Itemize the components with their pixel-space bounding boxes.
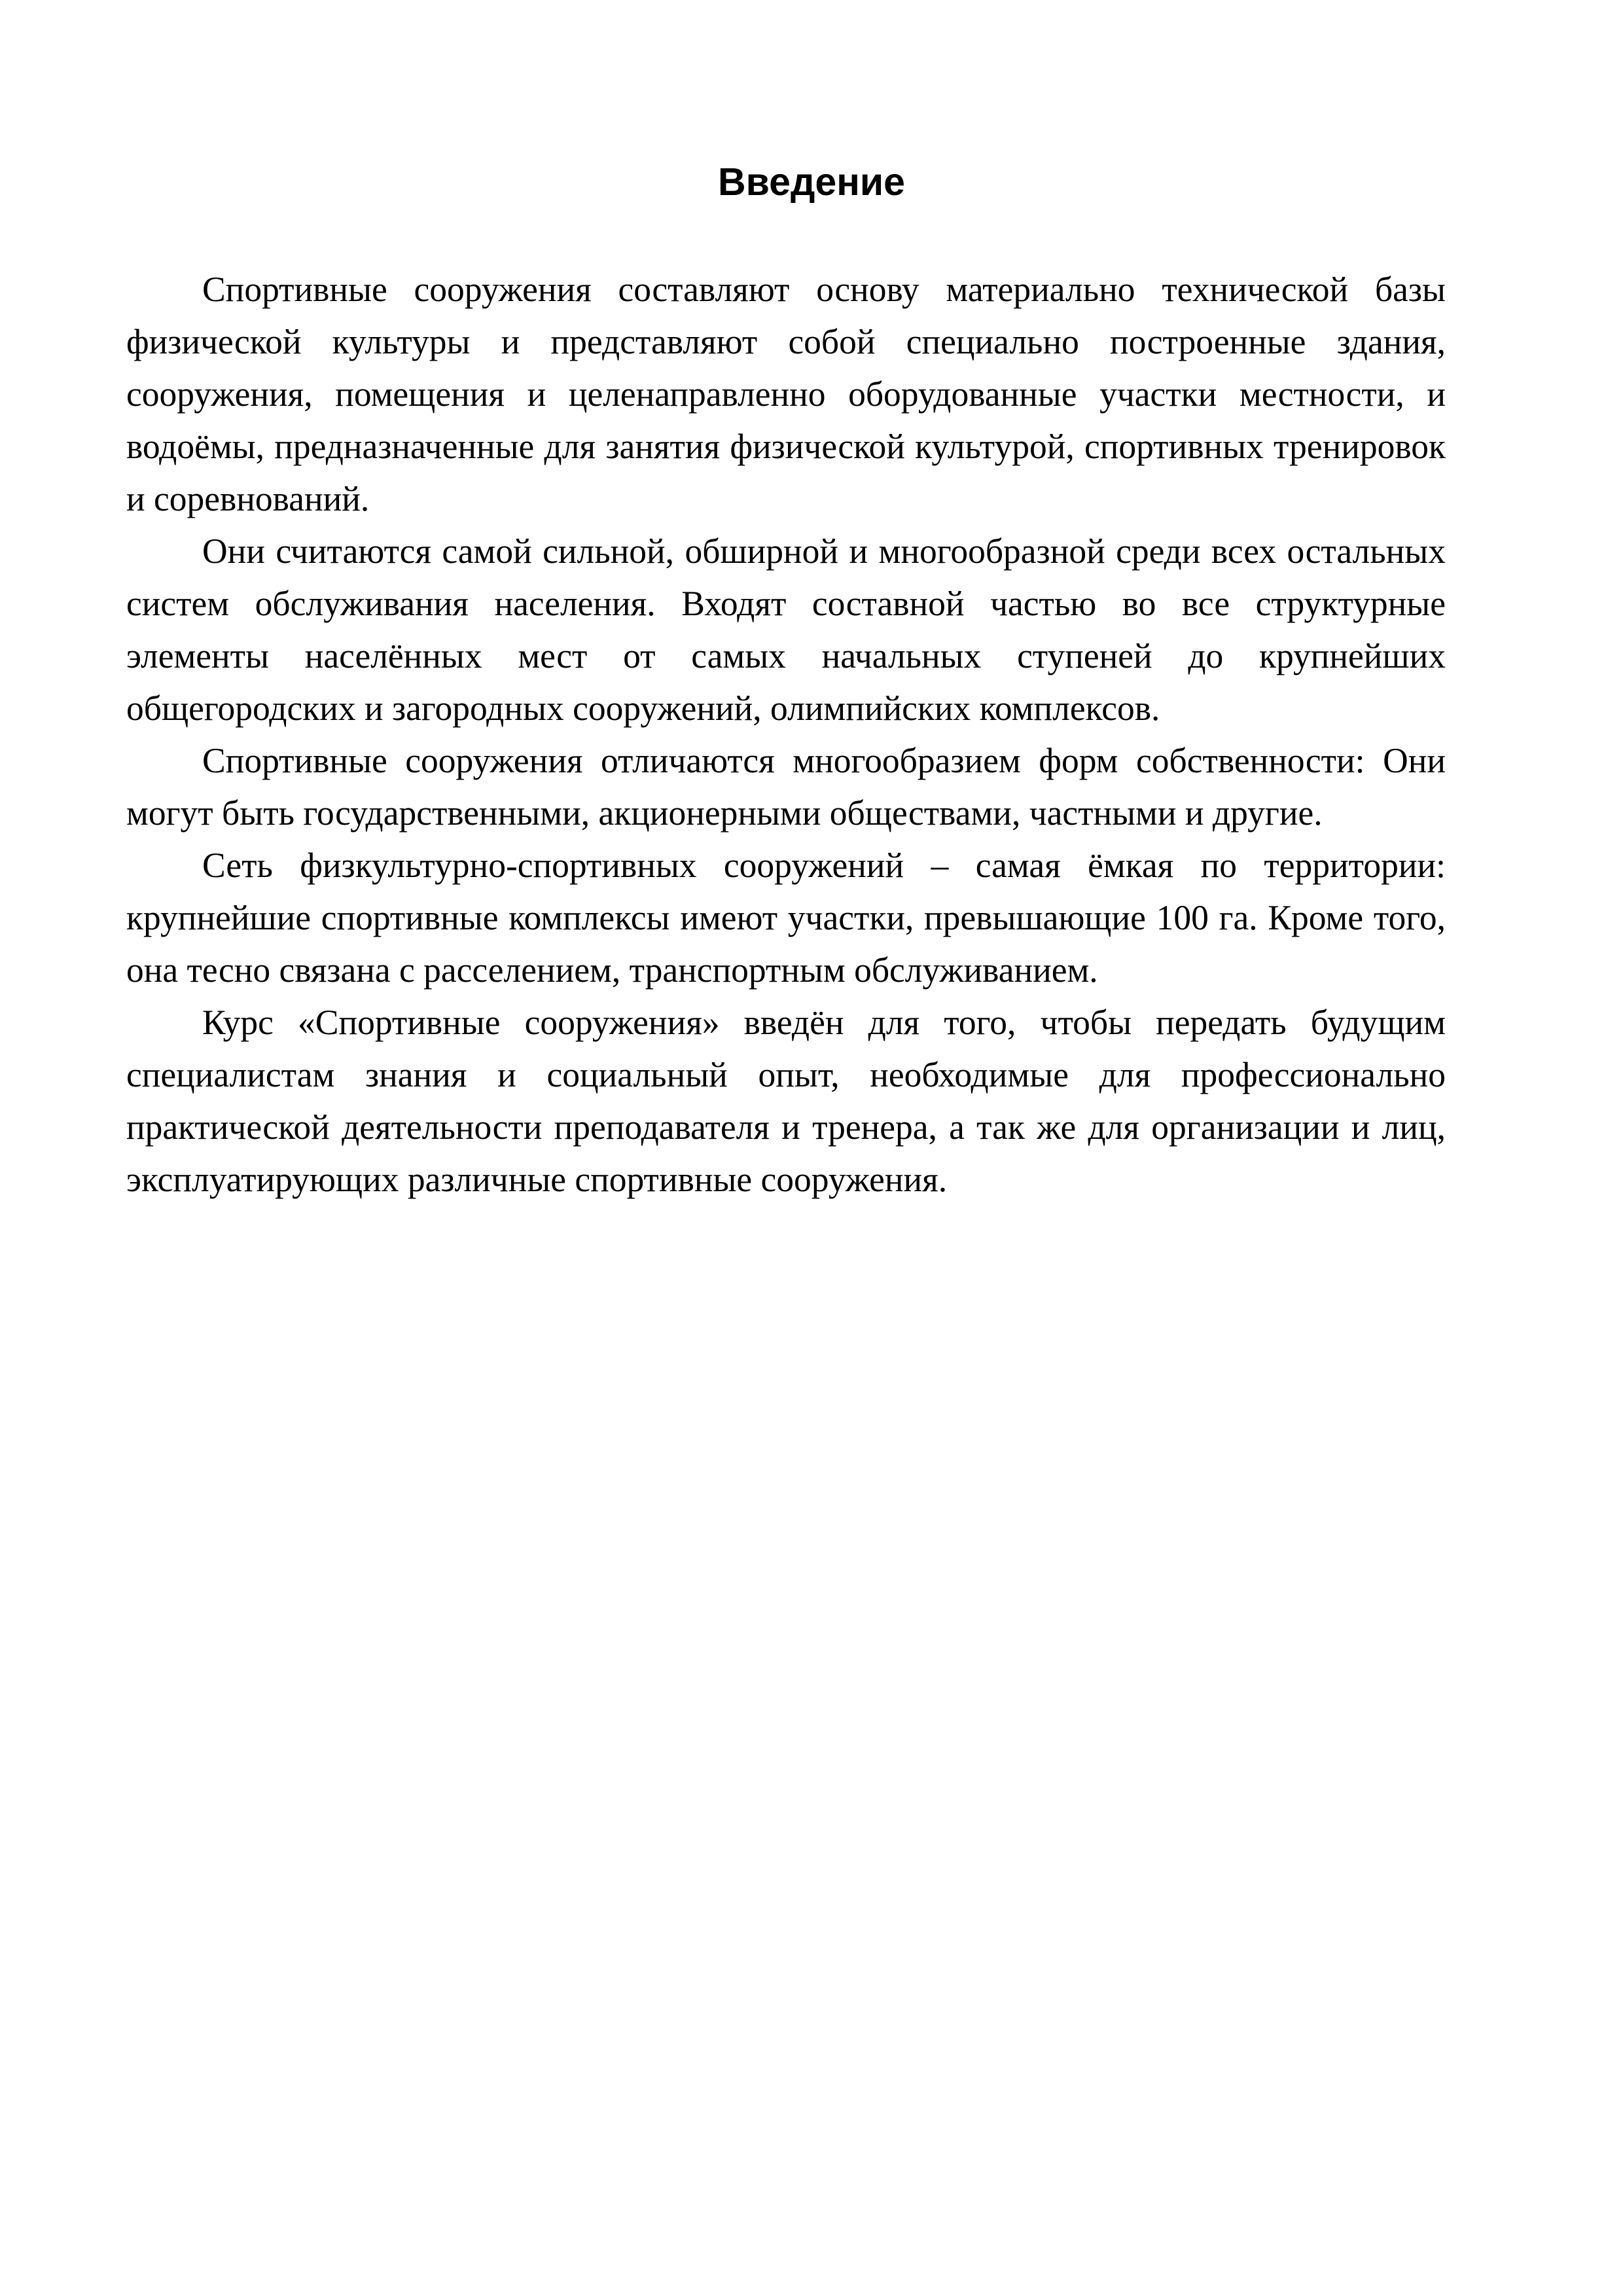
document-body bbox=[126, 263, 1446, 1206]
page-title: Введение bbox=[718, 160, 905, 204]
paragraph-2: Они считаются самой сильной, обширной и многообразной среди всех остальных систем обслуживания населения. Входят составной частью во все структурные элементы населённых мест от самых начальных ступеней до крупнейших общегородских и загородных сооружений, олимпийских комплексов. bbox=[126, 531, 1446, 728]
paragraph-4: Сеть физкультурно-спортивных сооружений – самая ёмкая по территории: крупнейшие спортивные комплексы имеют участки, превышающие 100 га. Кроме того, она тесно связана с расселением, транспортным обслуживанием. bbox=[126, 846, 1446, 990]
paragraph-1: Спортивные сооружения составляют основу материально технической базы физической культуры и представляют собой специально построенные здания, сооружения, помещения и целенаправленно оборудованные участки местности, и водоёмы, предназначенные для занятия физической культурой, спортивных тренировок и соревнований. bbox=[126, 270, 1446, 518]
paragraph-5: Курс «Спортивные сооружения» введён для того, чтобы передать будущим специалистам знания и социальный опыт, необходимые для профессионально практической деятельности преподавателя и тренера, а так же для организации и лиц, эксплуатирующих различные спортивные сооружения. bbox=[126, 1003, 1446, 1199]
paragraph-3: Спортивные сооружения отличаются многообразием форм собственности: Они могут быть государственными, акционерными обществами, частными и другие. bbox=[126, 741, 1446, 833]
